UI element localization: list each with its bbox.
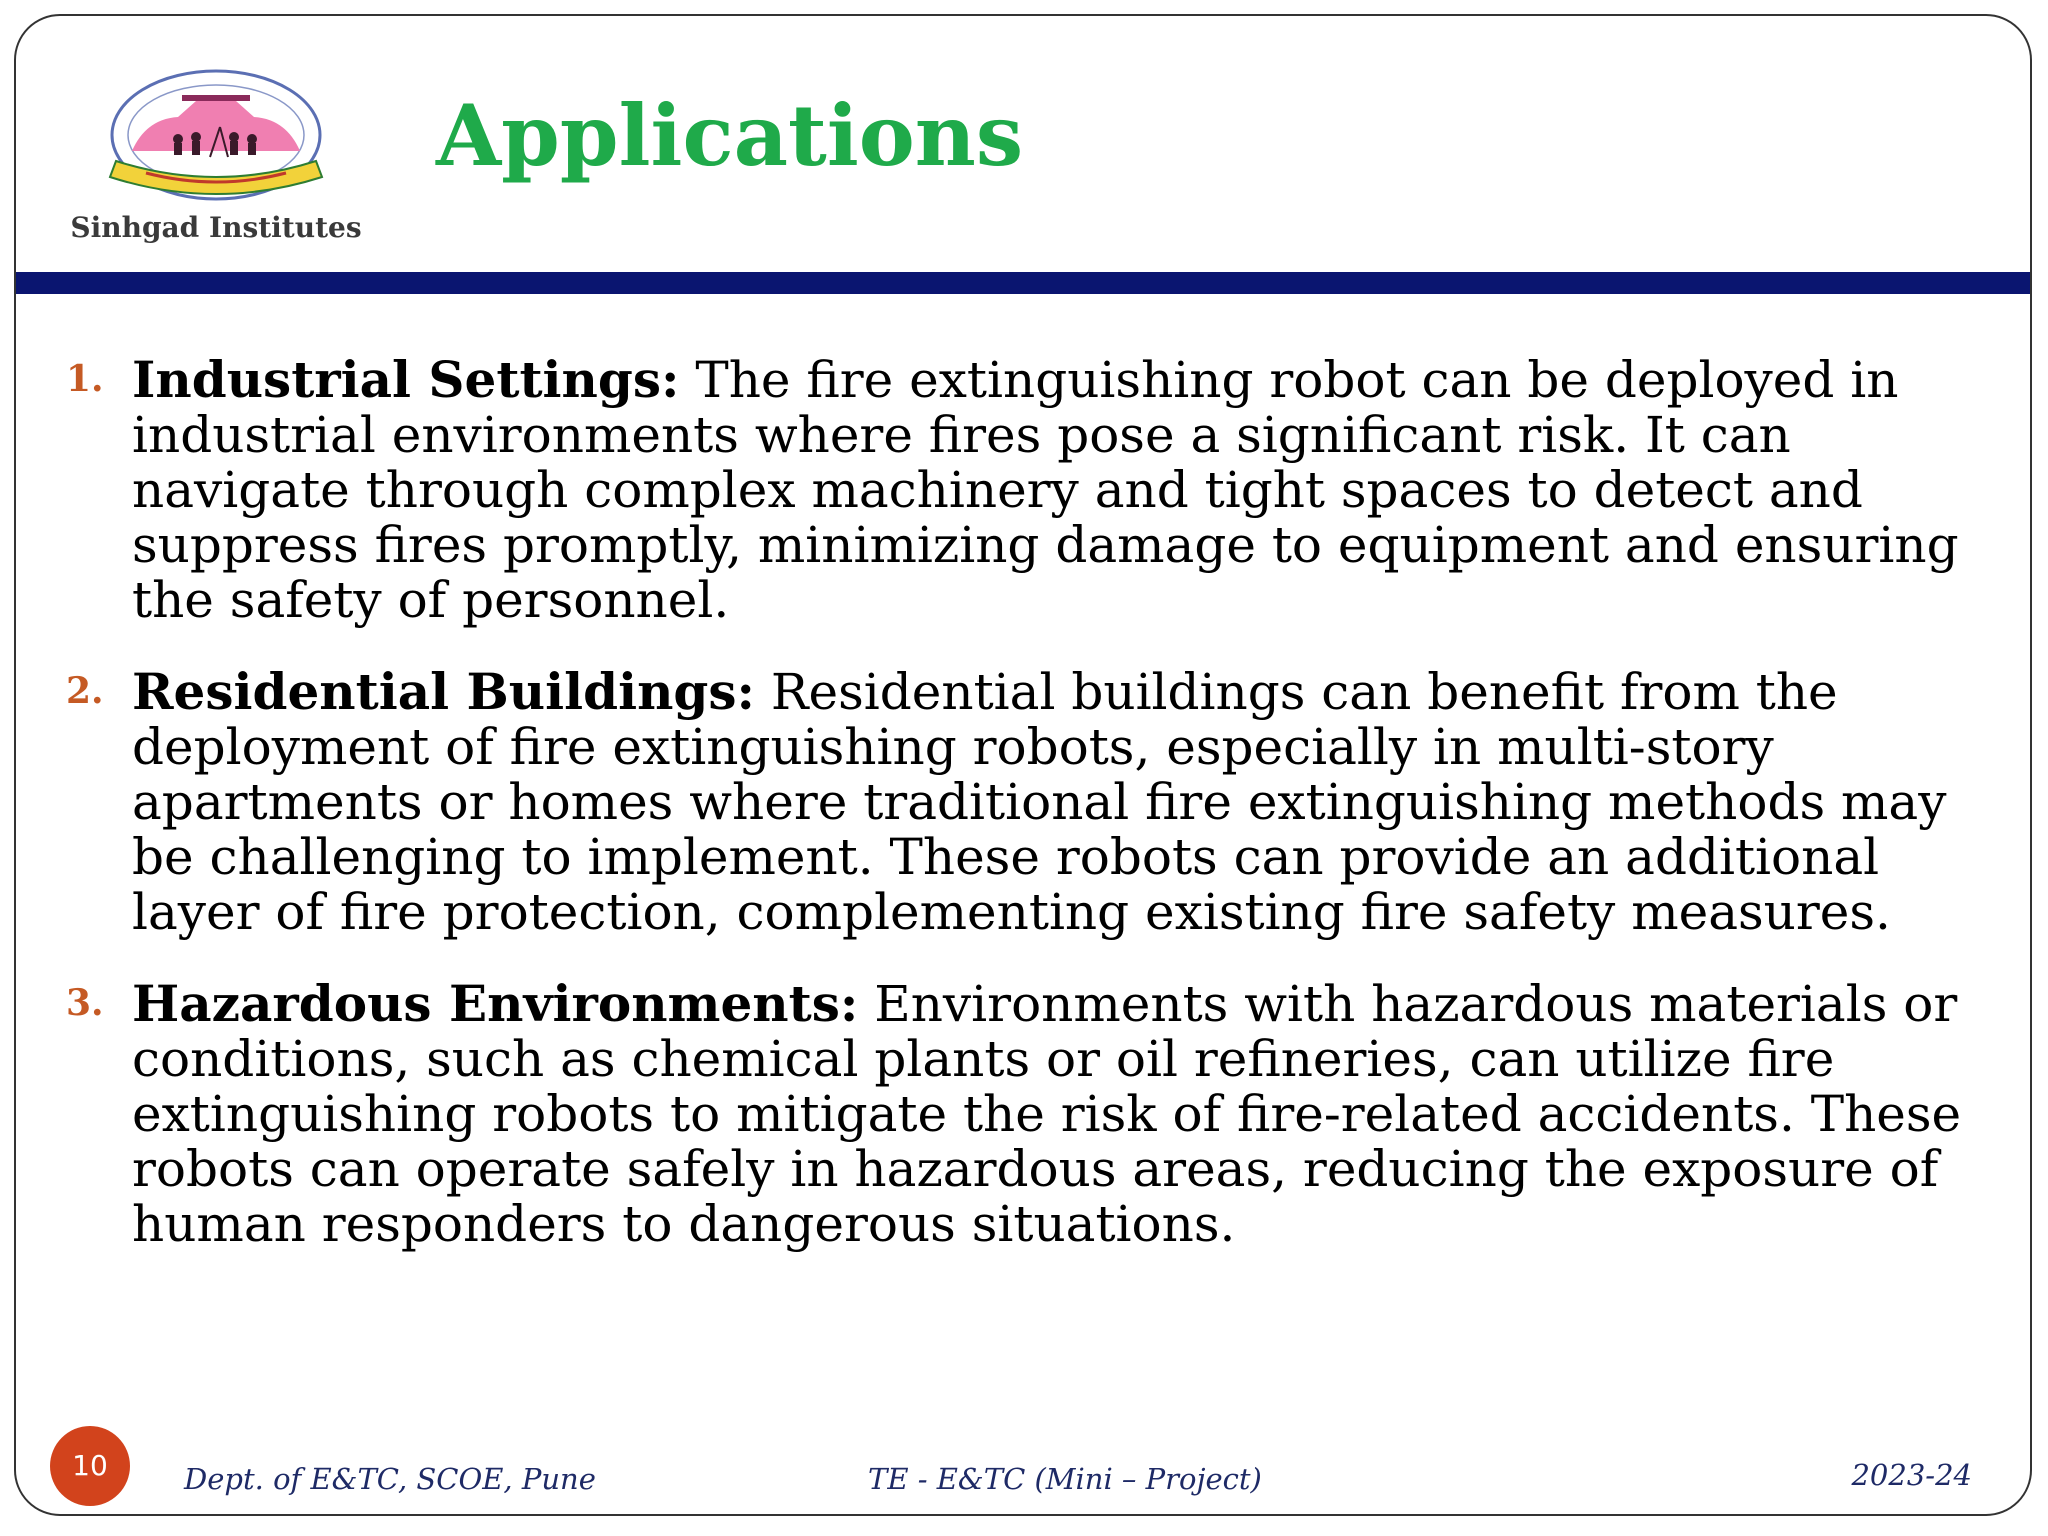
footer-year: 2023-24: [1851, 1458, 1972, 1492]
list-item: [66, 976, 2016, 1252]
list-item-term: Residential Buildings:: [132, 662, 755, 721]
footer-department: Dept. of E&TC, SCOE, Pune: [184, 1462, 596, 1496]
list-item-number: 2.: [66, 670, 104, 712]
list-item-term: Hazardous Environments:: [132, 974, 859, 1033]
slide-title: Applications: [436, 86, 1024, 185]
list-item: [66, 664, 2016, 940]
footer-course: TE - E&TC (Mini – Project): [868, 1462, 1262, 1496]
list-item-number: 1.: [66, 358, 104, 400]
list-item-number: 3.: [66, 982, 104, 1024]
list-item-text: Environments with hazardous materials or conditions, such as chemical plants or oil refineries, can utilize fire extinguishing robots to mitigate the risk of fire-related accidents. These robots can operate safely in hazardous areas, reducing the exposure of human responders to dangerous situations.: [132, 975, 1962, 1253]
list-item: [66, 352, 2016, 628]
logo-caption: Sinhgad Institutes: [70, 211, 362, 244]
list-item-term: Industrial Settings:: [132, 350, 680, 409]
institute-seal-icon: [86, 61, 346, 211]
slide-number-badge: 10: [50, 1426, 130, 1506]
title-divider: [16, 272, 2030, 294]
slide: [14, 14, 2032, 1516]
applications-list: [66, 352, 2016, 1288]
institute-logo: [66, 61, 366, 261]
list-item-text: The fire extinguishing robot can be deployed in industrial environments where fires pose a significant risk. It can navigate through complex machinery and tight spaces to detect and suppress fires promptly, minimizing damage to equipment and ensuring the safety of personnel.: [132, 351, 1959, 629]
list-item-text: Residential buildings can benefit from the deployment of fire extinguishing robots, especially in multi-story apartments or homes where traditional fire extinguishing methods may be challenging to implement. These robots can provide an additional layer of fire protection, complementing existing fire safety measures.: [132, 663, 1947, 941]
